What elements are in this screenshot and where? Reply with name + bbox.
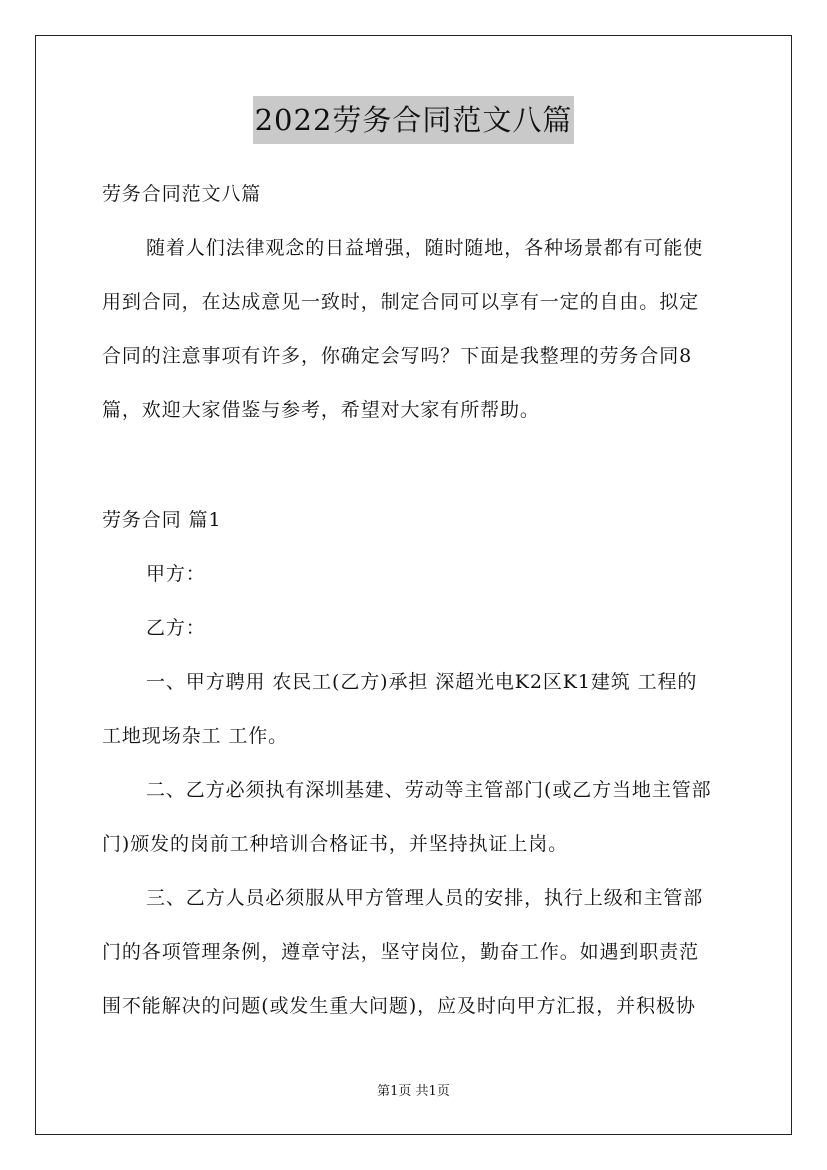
clause-line: 门的各项管理条例，遵章守法，坚守岗位，勤奋工作。如遇到职责范 — [102, 941, 700, 963]
intro-line: 用到合同，在达成意见一致时，制定合同可以享有一定的自由。拟定 — [102, 291, 700, 313]
document-title: 2022劳务合同范文八篇 — [253, 96, 575, 144]
clause-line: 一、甲方聘用 农民工(乙方)承担 深超光电K2区K1建筑 工程的 — [146, 671, 698, 693]
document-subtitle: 劳务合同范文八篇 — [102, 183, 262, 205]
party-a-label: 甲方： — [146, 563, 206, 585]
page-number-footer: 第1页 共1页 — [377, 1084, 450, 1099]
clause-line: 二、乙方必须执有深圳基建、劳动等主管部门(或乙方当地主管部 — [146, 779, 712, 801]
clause-line: 围不能解决的问题(或发生重大问题)，应及时向甲方汇报，并积极协 — [102, 995, 696, 1017]
title-container — [0, 96, 827, 144]
section-heading: 劳务合同 篇1 — [102, 509, 222, 531]
clause-line: 工地现场杂工 工作。 — [102, 725, 289, 747]
intro-line: 合同的注意事项有许多，你确定会写吗？下面是我整理的劳务合同8 — [102, 345, 693, 367]
intro-line: 篇，欢迎大家借鉴与参考，希望对大家有所帮助。 — [102, 399, 540, 421]
clause-line: 三、乙方人员必须服从甲方管理人员的安排，执行上级和主管部 — [146, 887, 704, 909]
intro-line: 随着人们法律观念的日益增强，随时随地，各种场景都有可能使 — [146, 237, 704, 259]
clause-line: 门)颁发的岗前工种培训合格证书，并坚持执证上岗。 — [102, 833, 569, 855]
party-b-label: 乙方： — [146, 617, 206, 639]
